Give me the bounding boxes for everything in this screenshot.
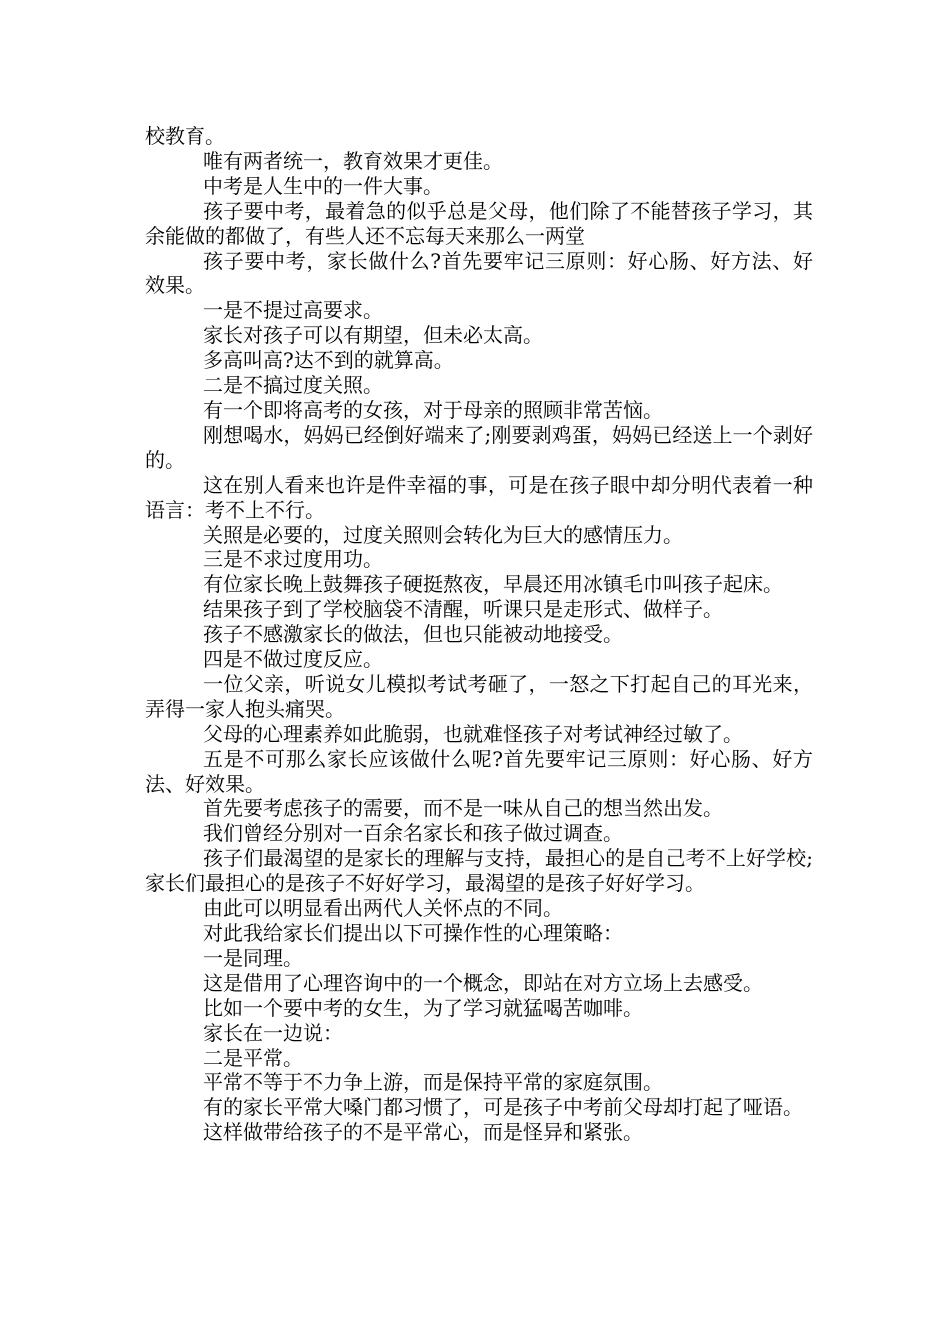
paragraph: 一是不提过高要求。 [203,298,383,323]
paragraph: 结果孩子到了学校脑袋不清醒，听课只是走形式、做样子。 [203,597,723,622]
paragraph: 中考是人生中的一件大事。 [203,173,443,198]
paragraph: 有位家长晚上鼓舞孩子硬挺熬夜，早晨还用冰镇毛巾叫孩子起床。 [203,572,783,597]
paragraph: 有的家长平常大嗓门都习惯了，可是孩子中考前父母却打起了哑语。 [203,1095,803,1120]
paragraph: 五是不可那么家长应该做什么呢?首先要牢记三原则：好心肠、好方法、好效果。 [145,746,813,796]
paragraph: 平常不等于不力争上游，而是保持平常的家庭氛围。 [203,1070,663,1095]
paragraph: 孩子要中考，最着急的似乎总是父母，他们除了不能替孩子学习，其余能做的都做了，有些人还不忘每天来那么一两堂 [145,198,813,248]
paragraph: 二是平常。 [203,1045,303,1070]
paragraph: 首先要考虑孩子的需要，而不是一味从自己的想当然出发。 [203,796,723,821]
paragraph: 家长在一边说： [203,1020,343,1045]
paragraph: 有一个即将高考的女孩，对于母亲的照顾非常苦恼。 [203,397,663,422]
paragraph: 三是不求过度用功。 [203,547,383,572]
paragraph: 一是同理。 [203,945,303,970]
paragraph: 孩子不感激家长的做法，但也只能被动地接受。 [203,622,623,647]
paragraph: 孩子们最渴望的是家长的理解与支持，最担心的是自己考不上好学校;家长们最担心的是孩子不好好学习，最渴望的是孩子好好学习。 [145,846,813,896]
paragraph: 比如一个要中考的女生，为了学习就猛喝苦咖啡。 [203,995,643,1020]
paragraph: 这在别人看来也许是件幸福的事，可是在孩子眼中却分明代表着一种语言：考不上不行。 [145,472,813,522]
paragraph: 这样做带给孩子的不是平常心，而是怪异和紧张。 [203,1120,643,1145]
paragraph: 孩子要中考，家长做什么?首先要牢记三原则：好心肠、好方法、好效果。 [145,248,813,298]
paragraph: 多高叫高?达不到的就算高。 [203,348,454,373]
paragraph: 对此我给家长们提出以下可操作性的心理策略： [203,921,623,945]
paragraph: 由此可以明显看出两代人关怀点的不同。 [203,896,563,921]
paragraph: 刚想喝水，妈妈已经倒好端来了;刚要剥鸡蛋，妈妈已经送上一个剥好的。 [145,422,813,472]
paragraph: 唯有两者统一，教育效果才更佳。 [203,148,503,173]
paragraph: 关照是必要的，过度关照则会转化为巨大的感情压力。 [203,522,683,547]
paragraph: 这是借用了心理咨询中的一个概念，即站在对方立场上去感受。 [203,970,763,995]
paragraph: 二是不搞过度关照。 [203,373,383,398]
paragraph: 家长对孩子可以有期望，但未必太高。 [203,323,543,348]
body-text [145,124,813,1145]
paragraph: 一位父亲，听说女儿模拟考试考砸了，一怒之下打起自己的耳光来，弄得一家人抱头痛哭。 [145,671,813,721]
paragraph: 父母的心理素养如此脆弱，也就难怪孩子对考试神经过敏了。 [203,721,743,746]
paragraph: 我们曾经分别对一百余名家长和孩子做过调查。 [203,821,623,846]
paragraph: 校教育。 [145,124,225,148]
paragraph: 四是不做过度反应。 [203,647,383,672]
